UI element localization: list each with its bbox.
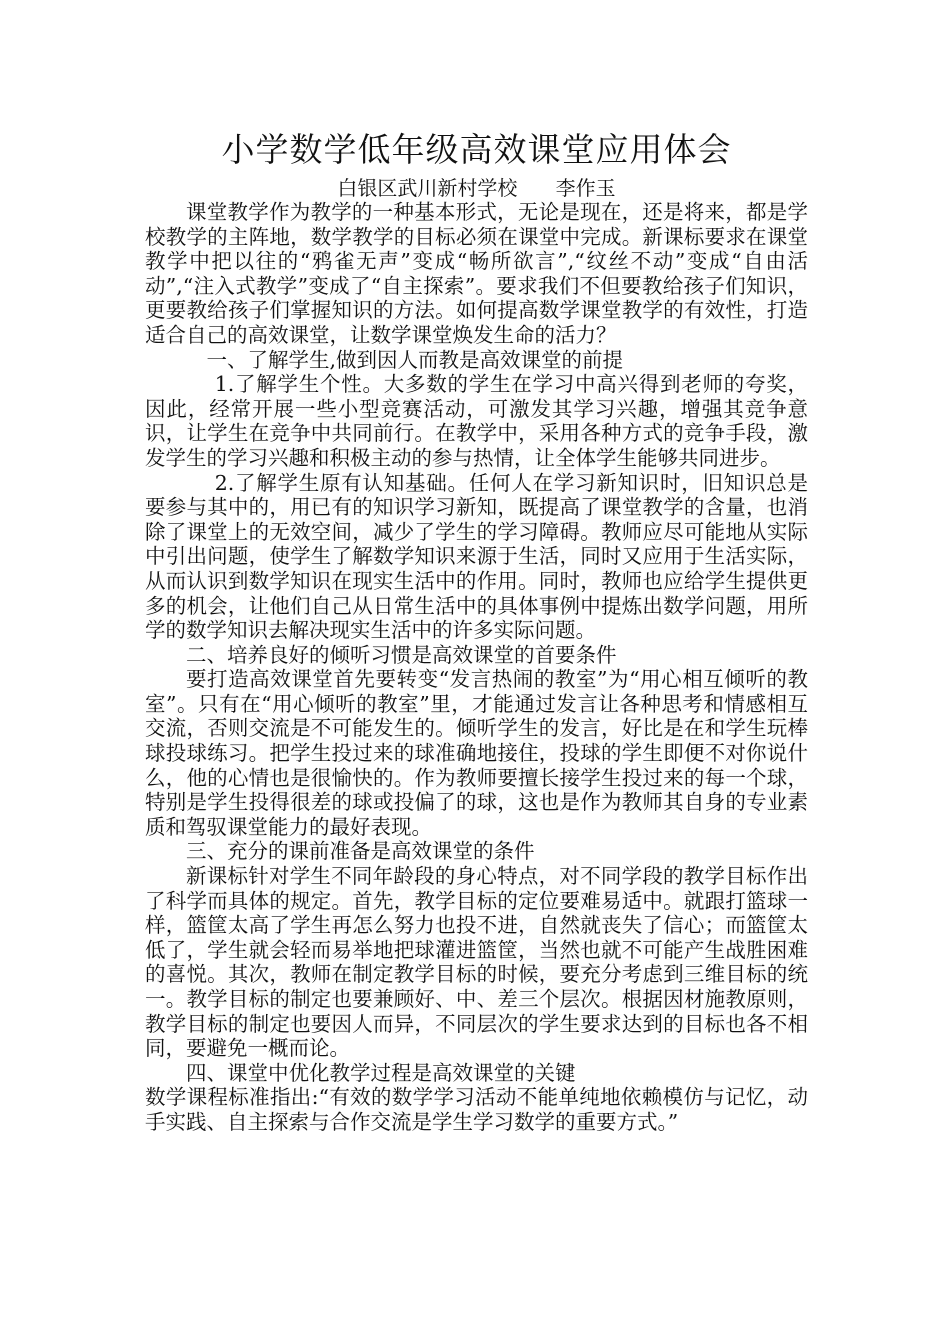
body-paragraph: 要打造高效课堂首先要转变“发言热闹的教室”为“用心相互倾听的教室”。只有在“用心倾听的教室”里，才能通过发言让各种思考和情感相互交流，否则交流是不可能发生的。倾听学生的发言，好比是在和学生玩棒球投球练习。把学生投过来的球准确地接住，投球的学生即便不对你说什么，他的心情也是很愉快的。作为教师要擅长接学生投过来的每一个球，特别是学生投得很差的球或投偏了的球，这也是作为教师其自身的专业素质和驾驭课堂能力的最好表现。 <box>145 667 808 839</box>
document-title: 小学数学低年级高效课堂应用体会 <box>221 130 732 169</box>
document-page <box>145 128 808 1135</box>
body-paragraph: 数学课程标准指出:“有效的数学学习活动不能单纯地依赖模仿与记忆，动手实践、自主探索与合作交流是学生学习数学的重要方式。” <box>145 1085 808 1134</box>
section-heading-3: 三、充分的课前准备是高效课堂的条件 <box>186 839 535 864</box>
body-paragraph: 1.了解学生个性。大多数的学生在学习中高兴得到老师的夸奖，因此，经常开展一些小型竞赛活动，可激发其学习兴趣，增强其竞争意识，让学生在竞争中共同前行。在教学中，采用各种方式的竞争手段，激发学生的学习兴趣和积极主动的参与热情，让全体学生能够共同进步。 <box>145 372 808 470</box>
section-heading-4: 四、课堂中优化教学过程是高效课堂的关键 <box>186 1060 576 1085</box>
intro-paragraph: 课堂教学作为教学的一种基本形式，无论是现在，还是将来，都是学校教学的主阵地，数学教学的目标必须在课堂中完成。新课标要求在课堂教学中把以往的“鸦雀无声”变成“畅所欲言”,“纹丝不动”变成“自由活动”,“注入式教学”变成了“自主探索”。要求我们不但要教给孩子们知识，更要教给孩子们掌握知识的方法。如何提高数学课堂教学的有效性，打造适合自己的高效课堂，让数学课堂焕发生命的活力？ <box>145 200 808 347</box>
body-paragraph: 新课标针对学生不同年龄段的身心特点，对不同学段的教学目标作出了科学而具体的规定。首先，教学目标的定位要难易适中。就跟打篮球一样，篮筐太高了学生再怎么努力也投不进，自然就丧失了信心；而篮筐太低了，学生就会轻而易举地把球灌进篮筐，当然也就不可能产生战胜困难的喜悦。其次，教师在制定教学目标的时候，要充分考虑到三维目标的统一。教学目标的制定也要兼顾好、中、差三个层次。根据因材施教原则，教学目标的制定也要因人而异，不同层次的学生要求达到的目标也各不相同，要避免一概而论。 <box>145 864 808 1061</box>
section-heading-1: 一、了解学生,做到因人而教是高效课堂的前提 <box>206 347 624 372</box>
body-paragraph: 2.了解学生原有认知基础。任何人在学习新知识时，旧知识总是要参与其中的，用已有的知识学习新知，既提高了课堂教学的含量，也消除了课堂上的无效空间，减少了学生的学习障碍。教师应尽可能地从实际中引出问题，使学生了解数学知识来源于生活，同时又应用于生活实际，从而认识到数学知识在现实生活中的作用。同时，教师也应给学生提供更多的机会，让他们自己从日常生活中的具体事例中提炼出数学问题，用所学的数学知识去解决现实生活中的许多实际问题。 <box>145 470 808 643</box>
author-byline: 白银区武川新村学校 李作玉 <box>337 176 616 200</box>
section-heading-2: 二、培养良好的倾听习惯是高效课堂的首要条件 <box>186 642 617 667</box>
